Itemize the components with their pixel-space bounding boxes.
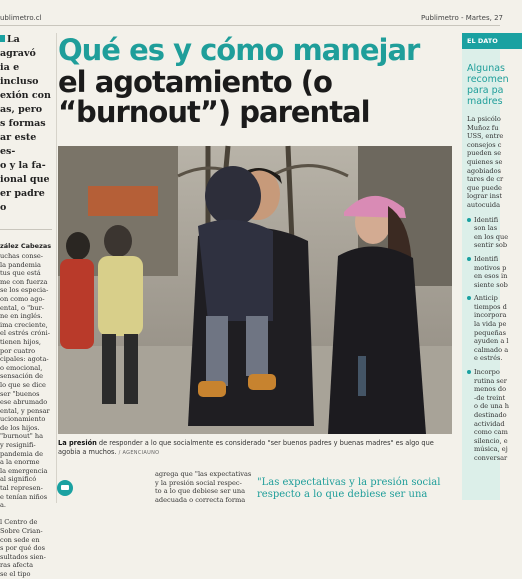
sidebar-bullet-line: destinado bbox=[474, 411, 507, 419]
left-body-line: ental, o "bur- bbox=[0, 303, 44, 312]
left-body-line: sultados sien- bbox=[0, 552, 46, 561]
sidebar-bullet-line: silencio, e bbox=[474, 436, 508, 445]
left-body-line: ser "buenos bbox=[0, 389, 40, 398]
sidebar-text-line: agobiados bbox=[467, 166, 501, 175]
left-body-line: me con fuerza bbox=[0, 277, 48, 286]
left-body-line: uchas conse- bbox=[0, 252, 44, 260]
sidebar-bullet-line: sentir sob bbox=[474, 241, 508, 250]
sidebar-text-line: La psicólo bbox=[467, 115, 501, 123]
sidebar-text bbox=[462, 107, 504, 210]
sidebar-bullet-line: rutina ser bbox=[474, 376, 507, 385]
left-body-line: tal represen- bbox=[0, 484, 43, 493]
left-body-line: cipales: agota- bbox=[0, 355, 49, 364]
sidebar-bullet-line: calmado a bbox=[474, 345, 509, 354]
sidebar-text-line: pueden se bbox=[467, 149, 502, 158]
left-body-line: s por qué dos bbox=[0, 544, 45, 553]
sidebar-bullet-line: -de treint bbox=[474, 393, 506, 402]
header-right: Publimetro - Martes, 27 bbox=[421, 14, 503, 22]
sidebar-intro: Algunas recomen para pa madres bbox=[467, 63, 509, 107]
sidebar-text-line: USS, entre bbox=[467, 132, 504, 141]
sidebar-bullet-item bbox=[467, 368, 510, 463]
left-body-line: lo que se dice bbox=[0, 380, 46, 389]
left-body-line: al significó bbox=[0, 475, 37, 484]
author-byline: zález Cabezas bbox=[0, 242, 52, 250]
sidebar-bullet-item bbox=[467, 215, 509, 250]
sidebar-bullet-line: siente sob bbox=[474, 280, 508, 289]
sidebar-text-line: lograr inst bbox=[467, 192, 503, 201]
sidebar-bullet-line: en esos in bbox=[474, 272, 508, 281]
left-divider bbox=[0, 229, 52, 230]
share-icon[interactable] bbox=[57, 480, 73, 496]
street-scene-illustration bbox=[58, 146, 452, 434]
sidebar-bullet-line: actividad bbox=[474, 419, 505, 428]
left-body-line: y resignifi- bbox=[0, 441, 36, 450]
sidebar-bullet-line: son las bbox=[474, 224, 498, 233]
left-body-line: tienen hijos, bbox=[0, 337, 42, 346]
caption-text: de responder a lo que socialmente es considerado "ser buenos padres y buenas madres" es algo que agobia a muchos. bbox=[58, 439, 434, 456]
left-body-line: on como ago- bbox=[0, 294, 45, 303]
sidebar-text-line: que puede bbox=[467, 183, 502, 192]
left-body-line: pandemia de bbox=[0, 449, 44, 458]
pull-quote: "Las expectativas y la presión social respecto a lo que debiese ser una bbox=[257, 477, 441, 500]
left-body-line: "burnout" ha bbox=[0, 432, 44, 441]
photo-credit: / AGENCIAUNO bbox=[118, 450, 160, 456]
sidebar-text-line: quienes se bbox=[467, 157, 503, 166]
article-photo bbox=[58, 146, 452, 434]
header-rule bbox=[0, 25, 500, 26]
sidebar-bullet-line: tiempos d bbox=[474, 302, 507, 311]
column-divider bbox=[56, 33, 57, 503]
left-body-text bbox=[0, 252, 52, 579]
sidebar-bullet-line: en los que bbox=[474, 232, 509, 241]
left-column bbox=[0, 33, 52, 578]
sidebar-bullet-line: Incorpo bbox=[474, 368, 500, 377]
left-body-line bbox=[0, 510, 52, 519]
sidebar-bullet-line: conversar bbox=[474, 453, 508, 462]
left-body-line: ucionamiento bbox=[0, 415, 46, 424]
section-marker bbox=[0, 35, 5, 42]
sidebar-text-line: tares de cr bbox=[467, 175, 504, 184]
left-body-line: a la enorme bbox=[0, 458, 40, 467]
left-body-line: ima creciente, bbox=[0, 320, 48, 329]
sidebar-bullet-line: la vida pe bbox=[474, 320, 507, 329]
photo-caption bbox=[58, 439, 452, 458]
left-body-line: el estrés cróni- bbox=[0, 329, 50, 338]
sidebar-bullet-line: o de una h bbox=[474, 402, 510, 411]
left-body-line: a. bbox=[0, 501, 7, 510]
left-body-line: se el tipo bbox=[0, 569, 31, 578]
caption-lead: La presión bbox=[58, 439, 97, 447]
sidebar-bullet-line: pequeñas bbox=[474, 328, 507, 337]
left-body-line: ras afecta bbox=[0, 561, 34, 570]
article-headline bbox=[58, 34, 458, 127]
left-body-line: Sobre Crian- bbox=[0, 527, 43, 535]
header-left: ublimetro.cl bbox=[0, 14, 42, 22]
sidebar-bullet-line: incorpora bbox=[474, 311, 507, 320]
sidebar-el-dato bbox=[462, 33, 510, 500]
left-body-line: con sede en bbox=[0, 535, 40, 544]
left-body-line: e tenían niños bbox=[0, 492, 48, 501]
left-body-line: de los hijos. bbox=[0, 423, 40, 432]
left-body-line: la emergencia bbox=[0, 466, 48, 475]
sidebar-bullet-item bbox=[467, 254, 508, 289]
left-body-line: se los especia- bbox=[0, 286, 49, 295]
left-body-line: ne en inglés. bbox=[0, 312, 43, 321]
left-body-line: tus que está bbox=[0, 269, 41, 278]
sidebar-title: EL DATO bbox=[462, 33, 522, 49]
left-body-line: o emocional, bbox=[0, 363, 43, 372]
left-body-line: ental, y pensar bbox=[0, 406, 50, 415]
sidebar-bullet-line: música, ej bbox=[474, 445, 508, 454]
left-lead: La agravó ia e incluso exión con as, pero s formas ar este es- o y la fa- ional que er padre o bbox=[0, 34, 51, 213]
sidebar-text-line: consejos c bbox=[467, 140, 502, 149]
sidebar-text-line: autocuida bbox=[467, 200, 500, 209]
headline-line-2: el agotamiento (o bbox=[58, 65, 332, 99]
sidebar-bullet-line: menos do bbox=[474, 385, 507, 394]
sidebar-bullet-line: como cam bbox=[474, 428, 508, 437]
sidebar-bullet-line: Identifi bbox=[474, 215, 499, 224]
sidebar-bullet-line: Anticip bbox=[474, 294, 498, 303]
headline-line-3: “burnout”) parental bbox=[58, 95, 370, 129]
left-body-line: sensación de bbox=[0, 372, 44, 381]
sidebar-bullet-item bbox=[467, 294, 509, 363]
left-body-line: por cuatro bbox=[0, 346, 36, 355]
sidebar-text-line: Muñoz fu bbox=[467, 123, 499, 132]
left-body-line: ese abrumado bbox=[0, 398, 48, 407]
sidebar-bullet-line: ayuden a l bbox=[474, 337, 509, 346]
sidebar-bullets bbox=[462, 210, 510, 463]
sidebar-bullet-line: Identifi bbox=[474, 254, 499, 263]
left-body-line: l Centro de bbox=[0, 518, 38, 527]
sidebar-bullet-line: e estrés. bbox=[474, 354, 503, 363]
left-body-line: la pandemia bbox=[0, 260, 41, 269]
sidebar-bullet-line: motivos p bbox=[474, 263, 507, 272]
bottom-body-text: agrega que "las expectativas y la presión social respec- to a lo que debiese ser una adecuada o correcta forma bbox=[155, 470, 252, 504]
headline-line-1: Qué es y cómo manejar bbox=[58, 33, 420, 67]
